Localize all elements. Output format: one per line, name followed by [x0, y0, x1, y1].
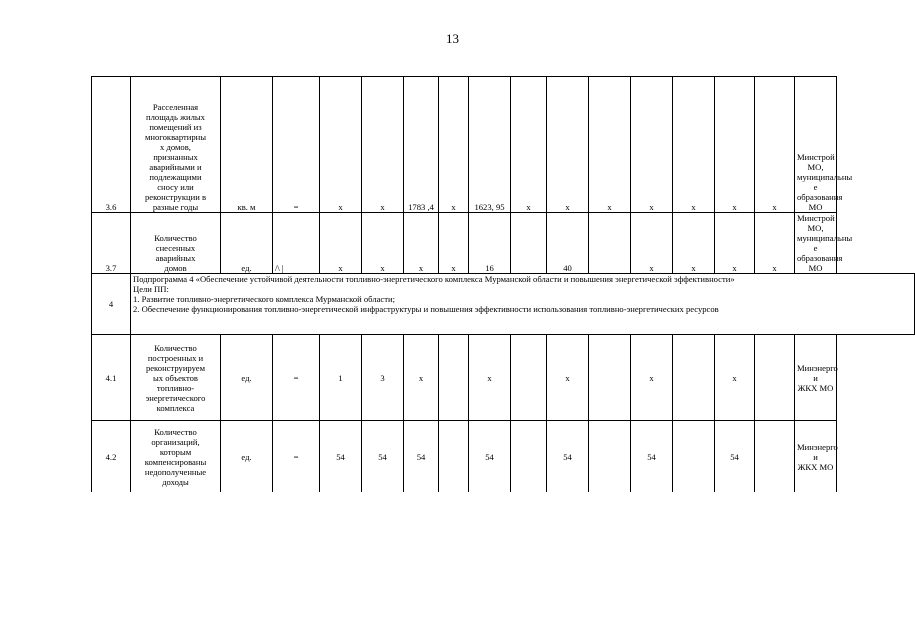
value-cell: 3 [362, 335, 404, 421]
value-cell: х [547, 335, 589, 421]
subprogram-description [131, 274, 915, 335]
table-row-4-1 [92, 335, 915, 421]
value-cell [755, 421, 795, 493]
trend-cell: = [273, 77, 320, 213]
value-cell: х [469, 335, 511, 421]
value-cell: х [631, 213, 673, 274]
value-cell [511, 421, 547, 493]
responsible-cell: Минстрой МО, муниципальны е образования МО [795, 77, 837, 213]
value-cell: 54 [631, 421, 673, 493]
value-cell: х [631, 77, 673, 213]
indicator-name: Количество организаций, которым компенсированы недополученные доходы [131, 421, 221, 493]
value-cell [511, 213, 547, 274]
value-cell: х [511, 77, 547, 213]
value-cell: х [673, 77, 715, 213]
value-cell: х [715, 335, 755, 421]
goal-1: 1. Развитие топливно-энергетического комплекса Мурманской области; [133, 294, 395, 304]
value-cell: х [547, 77, 589, 213]
value-cell: 54 [404, 421, 439, 493]
unit-cell: ед. [221, 335, 273, 421]
value-cell: х [715, 77, 755, 213]
trend-cell: = [273, 335, 320, 421]
trend-cell: /\ | [273, 213, 320, 274]
value-cell [673, 421, 715, 493]
value-cell: х [362, 213, 404, 274]
row-number: 3.7 [92, 213, 131, 274]
value-cell: 54 [362, 421, 404, 493]
indicator-name: Расселенная площадь жилых помещений из многоквартирны х домов, признанных аварийными и подлежащими сносу или реконструкции в разные годы [131, 77, 221, 213]
row-number: 4.2 [92, 421, 131, 493]
value-cell: х [755, 77, 795, 213]
goal-2: 2. Обеспечение функционирования топливно-энергетической инфраструктуры и повышения эффективности использования топливно-энергетических ресурсов [133, 304, 719, 314]
value-cell: х [404, 335, 439, 421]
value-cell: 54 [469, 421, 511, 493]
value-cell: х [404, 213, 439, 274]
unit-cell: кв. м [221, 77, 273, 213]
value-cell [589, 421, 631, 493]
responsible-cell: Минстрой МО, муниципальны е образования МО [795, 213, 837, 274]
table-row-4-2 [92, 421, 915, 493]
value-cell: х [439, 77, 469, 213]
responsible-cell: Минэнерго и ЖКХ МО [795, 335, 837, 421]
row-number: 4 [92, 274, 131, 335]
table-row-3-6 [92, 77, 915, 213]
value-cell: 1 [320, 335, 362, 421]
value-cell: 40 [547, 213, 589, 274]
value-cell [673, 335, 715, 421]
value-cell: 1623, 95 [469, 77, 511, 213]
value-cell [439, 421, 469, 493]
row-number: 3.6 [92, 77, 131, 213]
trend-cell: = [273, 421, 320, 493]
value-cell: х [631, 335, 673, 421]
value-cell: 1783 ,4 [404, 77, 439, 213]
value-cell: 54 [715, 421, 755, 493]
row-number: 4.1 [92, 335, 131, 421]
value-cell: х [673, 213, 715, 274]
value-cell: х [755, 213, 795, 274]
unit-cell: ед. [221, 213, 273, 274]
value-cell [589, 335, 631, 421]
value-cell: х [362, 77, 404, 213]
value-cell [511, 335, 547, 421]
indicator-name: Количество построенных и реконструируем ых объектов топливно- энергетического комплекса [131, 335, 221, 421]
value-cell: х [439, 213, 469, 274]
value-cell: 54 [320, 421, 362, 493]
table-row-3-7 [92, 213, 915, 274]
table-row-subprogram-4 [92, 274, 915, 335]
value-cell: 16 [469, 213, 511, 274]
unit-cell: ед. [221, 421, 273, 493]
subprogram-title: Подпрограмма 4 «Обеспечение устойчивой деятельности топливно-энергетического комплекса Мурманской области и повышения энергетической эффективности» [133, 274, 735, 284]
page-number: 13 [446, 31, 459, 46]
goals-label: Цели ПП: [133, 284, 169, 294]
indicator-name: Количество снесенных аварийных домов [131, 213, 221, 274]
value-cell [589, 213, 631, 274]
value-cell: х [589, 77, 631, 213]
value-cell: 54 [547, 421, 589, 493]
value-cell: х [320, 77, 362, 213]
value-cell [755, 335, 795, 421]
value-cell: х [715, 213, 755, 274]
value-cell: х [320, 213, 362, 274]
value-cell [439, 335, 469, 421]
indicators-table [91, 76, 915, 492]
responsible-cell: Минэнерго и ЖКХ МО [795, 421, 837, 493]
